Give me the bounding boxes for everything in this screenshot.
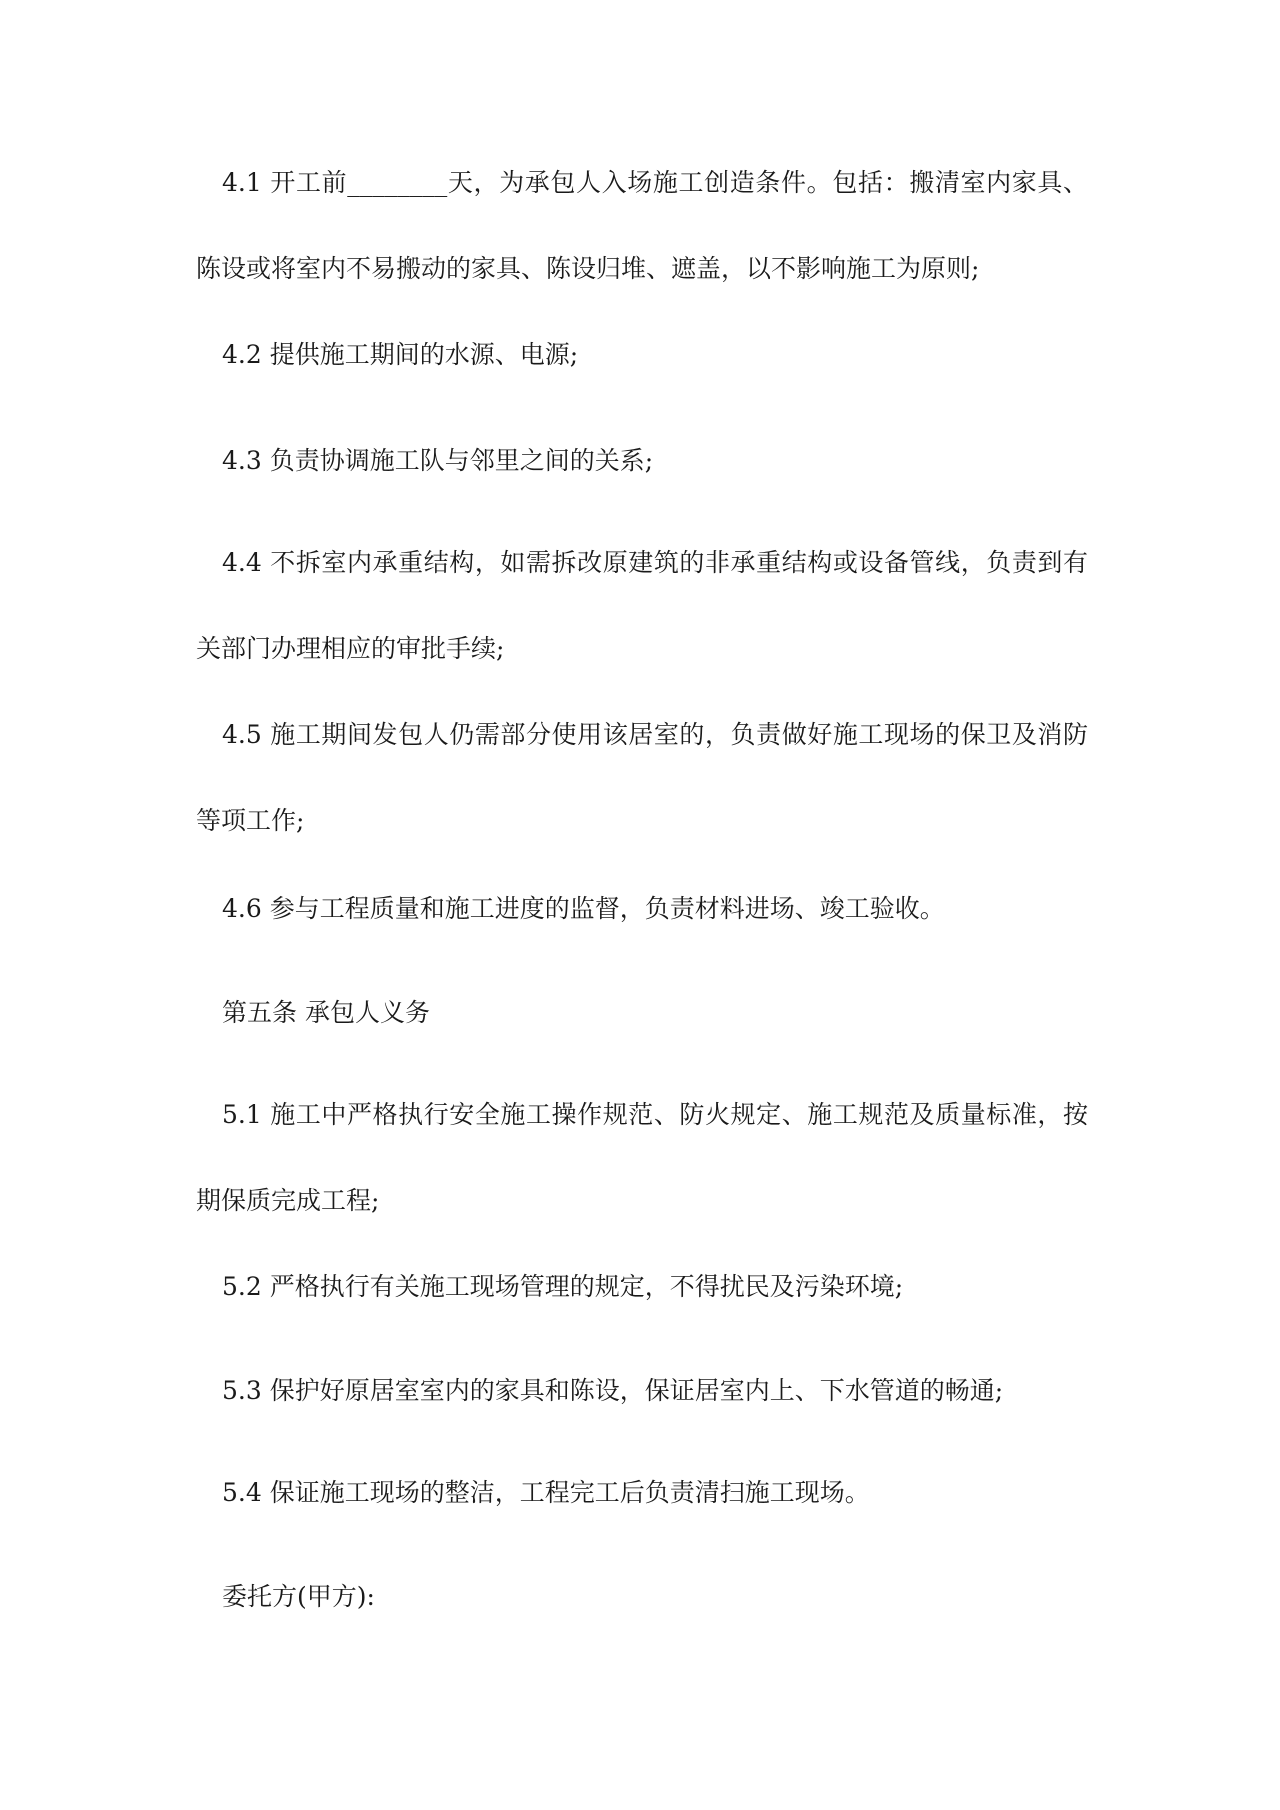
clause-4-4: 4.4 不拆室内承重结构，如需拆改原建筑的非承重结构或设备管线，负责到有关部门办理相应的审批手续; xyxy=(196,548,1088,663)
clause-5-3: 5.3 保护好原居室室内的家具和陈设，保证居室内上、下水管道的畅通; xyxy=(222,1376,1004,1405)
article-5-heading: 第五条 承包人义务 xyxy=(222,998,430,1027)
clause-4-6: 4.6 参与工程质量和施工进度的监督，负责材料进场、竣工验收。 xyxy=(222,894,945,923)
clause-5-2: 5.2 严格执行有关施工现场管理的规定，不得扰民及污染环境; xyxy=(222,1272,904,1301)
clause-4-3: 4.3 负责协调施工队与邻里之间的关系; xyxy=(222,446,654,475)
clause-5-4: 5.4 保证施工现场的整洁，工程完工后负责清扫施工现场。 xyxy=(222,1478,870,1507)
clause-4-1: 4.1 开工前________天，为承包人入场施工创造条件。包括：搬清室内家具、陈设或将室内不易搬动的家具、陈设归堆、遮盖，以不影响施工为原则; xyxy=(196,168,1088,283)
party-a-label: 委托方(甲方): xyxy=(222,1582,375,1611)
clause-4-5: 4.5 施工期间发包人仍需部分使用该居室的，负责做好施工现场的保卫及消防等项工作; xyxy=(196,720,1088,835)
clause-4-2: 4.2 提供施工期间的水源、电源; xyxy=(222,340,579,369)
clause-5-1: 5.1 施工中严格执行安全施工操作规范、防火规定、施工规范及质量标准，按期保质完成工程; xyxy=(196,1100,1088,1215)
